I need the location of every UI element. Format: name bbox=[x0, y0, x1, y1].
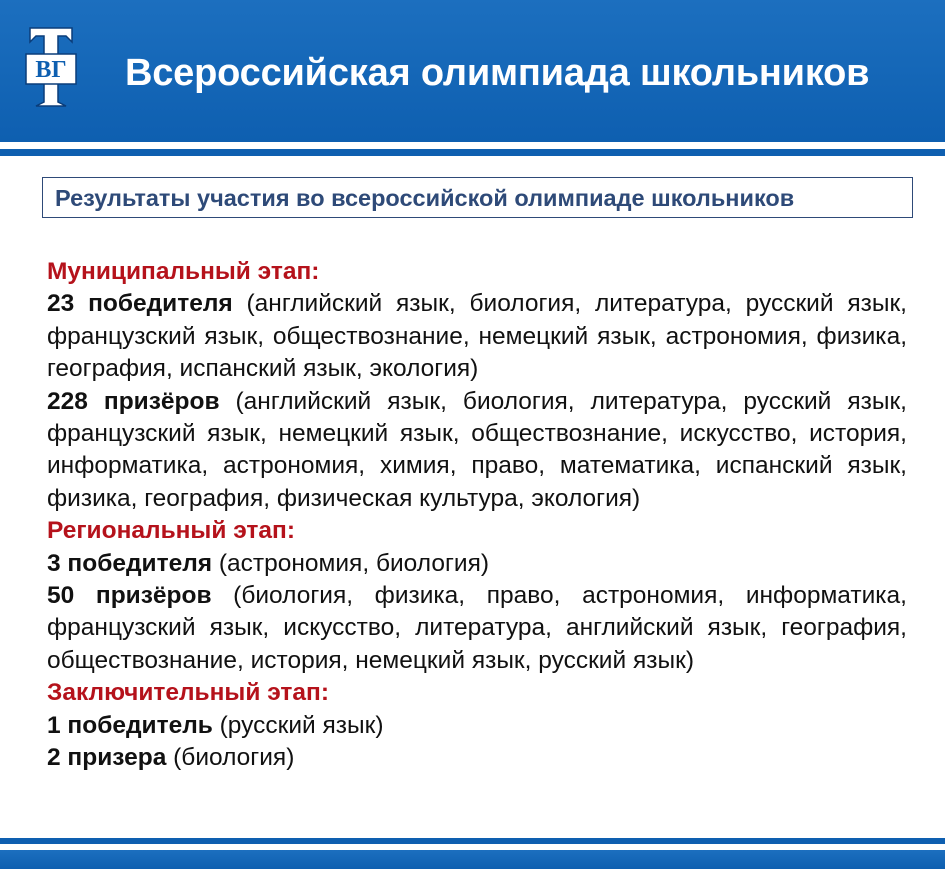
result-count: 50 призёров bbox=[47, 582, 212, 610]
result-count: 3 победителя bbox=[47, 549, 213, 577]
header-banner bbox=[0, 0, 945, 142]
logo-letters: ВГ bbox=[35, 57, 67, 83]
result-subjects: (биология, физика, право, астрономия, информатика, французский язык, искусство, литература, английский язык, география, обществознание, история, немецкий язык, русский язык) bbox=[47, 582, 907, 674]
result-item bbox=[47, 288, 907, 385]
result-item bbox=[47, 548, 907, 580]
result-count: 23 победителя bbox=[47, 290, 233, 318]
result-item bbox=[47, 710, 907, 742]
result-item bbox=[47, 580, 907, 677]
stage-title-municipal: Муниципальный этап: bbox=[47, 258, 320, 285]
result-count: 228 призёров bbox=[47, 387, 220, 415]
subtitle: Результаты участия во всероссийской олимпиаде школьников bbox=[55, 185, 795, 211]
subtitle-box bbox=[42, 177, 913, 218]
result-subjects: (английский язык, биология, литература, русский язык, французский язык, немецкий язык, обществознание, искусство, история, информатика, астрономия, химия, право, математика, испанский язык, физика, география, физическая культура, экология) bbox=[47, 387, 907, 512]
footer-divider bbox=[0, 838, 945, 844]
result-subjects: (астрономия, биология) bbox=[212, 549, 489, 577]
result-count: 1 победитель bbox=[47, 711, 213, 739]
result-item bbox=[47, 386, 907, 516]
result-subjects: (английский язык, биология, литература, русский язык, французский язык, обществознание, немецкий язык, астрономия, физика, география, испанский язык, экология) bbox=[47, 290, 907, 383]
result-item bbox=[47, 742, 907, 774]
vg-emblem-logo bbox=[22, 22, 80, 114]
result-count: 2 призера bbox=[47, 744, 167, 772]
result-subjects: (биология) bbox=[166, 744, 295, 772]
stage-title-final: Заключительный этап: bbox=[47, 679, 330, 707]
footer-band bbox=[0, 850, 945, 869]
header-divider bbox=[0, 149, 945, 156]
result-subjects: (русский язык) bbox=[212, 711, 384, 739]
results-content bbox=[47, 256, 907, 775]
page-title: Всероссийская олимпиада школьников bbox=[125, 52, 870, 94]
stage-title-regional: Региональный этап: bbox=[47, 517, 296, 545]
